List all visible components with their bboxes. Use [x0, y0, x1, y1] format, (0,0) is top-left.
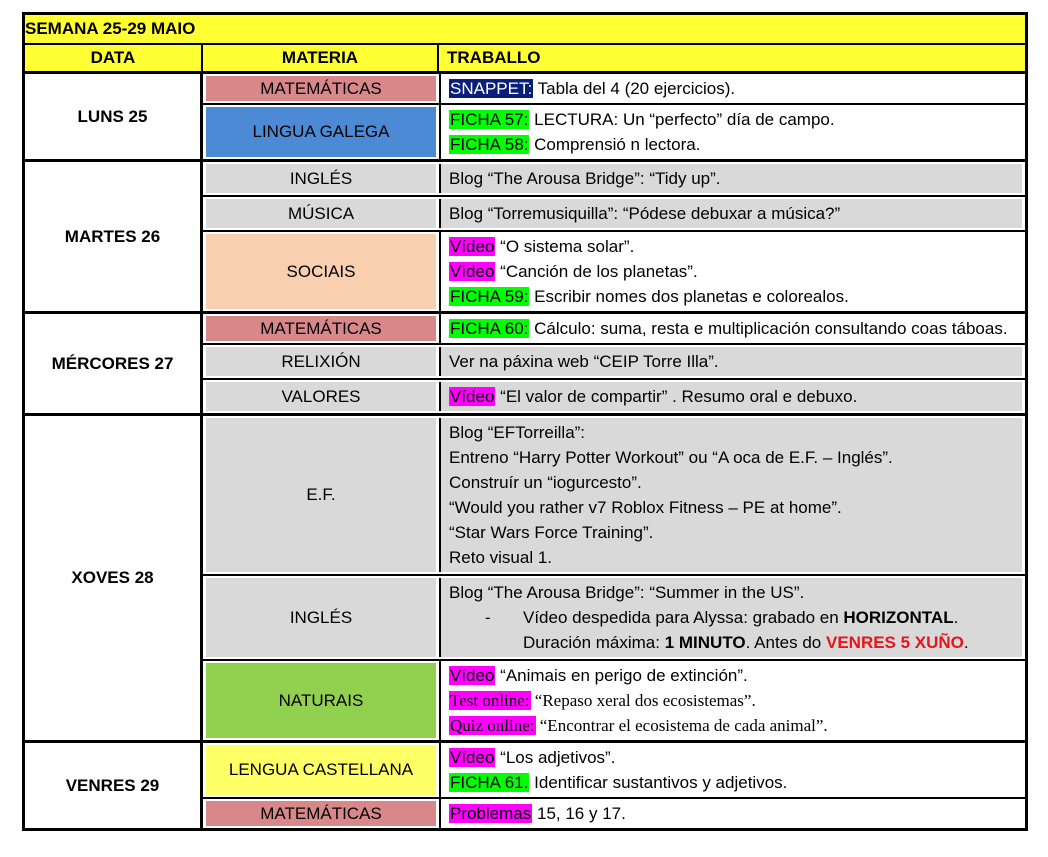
table-row	[203, 380, 1025, 413]
subject-cell: INGLÉS	[206, 578, 436, 657]
day-friday	[25, 743, 1025, 828]
subject-cell: NATURAIS	[206, 663, 436, 738]
work-text: Blog “The Arousa Bridge”: “Summer in the US”.	[449, 583, 805, 602]
video-tag[interactable]: Vídeo	[450, 748, 495, 767]
work-text: .	[953, 608, 959, 627]
work-text: Blog “EFTorreilla”:	[449, 423, 586, 442]
work-text: “Repaso xeral dos ecosistemas”.	[530, 691, 756, 710]
subject-cell: MÚSICA	[206, 199, 436, 228]
work-cell	[439, 418, 1022, 572]
test-tag[interactable]: Test online:	[450, 691, 530, 710]
work-text: Blog “Torremusiquilla”: “Pódese debuxar a música?”	[449, 204, 841, 223]
subject-cell: SOCIAIS	[206, 234, 436, 309]
weekly-schedule-table	[22, 12, 1028, 831]
video-tag[interactable]: Vídeo	[450, 666, 495, 685]
table-row	[203, 74, 1025, 105]
table-row	[203, 743, 1025, 799]
day-label: MARTES 26	[25, 162, 203, 311]
subject-cell: MATEMÁTICAS	[206, 801, 436, 826]
table-row	[203, 576, 1025, 661]
work-cell	[439, 74, 1025, 103]
work-text: “Los adjetivos”.	[495, 748, 616, 767]
day-wednesday	[25, 314, 1025, 416]
day-label: XOVES 28	[25, 416, 203, 740]
day-label: MÉRCORES 27	[25, 314, 203, 413]
table-row	[203, 799, 1025, 828]
work-text: “Would you rather v7 Roblox Fitness – PE at home”.	[449, 498, 842, 517]
table-row	[203, 416, 1025, 576]
video-tag[interactable]: Vídeo	[450, 237, 495, 256]
work-text: Vídeo despedida para Alyssa: grabado en	[523, 608, 844, 627]
work-text: Reto visual 1.	[449, 548, 552, 567]
work-cell	[439, 347, 1022, 376]
table-row	[203, 345, 1025, 380]
deadline-text: VENRES 5 XUÑO	[825, 633, 964, 652]
work-text: “O sistema solar”.	[495, 237, 635, 256]
work-text-bold: HORIZONTAL	[843, 608, 954, 627]
work-text: Construír un “iogurcesto”.	[449, 473, 642, 492]
subject-cell: INGLÉS	[206, 164, 436, 193]
work-text: “Animais en perigo de extinción”.	[495, 666, 748, 685]
quiz-tag[interactable]: Quiz online:	[450, 716, 535, 735]
list-dash: -	[485, 608, 491, 627]
resource-tag[interactable]: FICHA 61.	[450, 773, 529, 792]
work-cell	[439, 314, 1025, 343]
subject-cell: LINGUA GALEGA	[206, 107, 436, 157]
work-text: Blog “The Arousa Bridge”: “Tidy up”.	[449, 169, 721, 188]
video-tag[interactable]: Vídeo	[450, 262, 495, 281]
work-text: . Antes do	[745, 633, 826, 652]
table-row	[203, 314, 1025, 345]
work-text: .	[963, 633, 969, 652]
video-tag[interactable]: Vídeo	[450, 387, 495, 406]
work-cell	[439, 232, 1025, 311]
column-headers	[25, 45, 1025, 74]
day-label: VENRES 29	[25, 743, 203, 828]
work-text: Comprensió n lectora.	[529, 135, 701, 154]
subject-cell: VALORES	[206, 382, 436, 411]
subject-cell: LENGUA CASTELLANA	[206, 745, 436, 795]
resource-tag[interactable]: FICHA 58:	[450, 135, 529, 154]
subject-cell: MATEMÁTICAS	[206, 316, 436, 341]
day-tuesday	[25, 162, 1025, 314]
work-text: Ver na páxina web “CEIP Torre Illa”.	[449, 352, 719, 371]
day-monday	[25, 74, 1025, 162]
problems-tag[interactable]: Problemas	[450, 804, 532, 823]
work-text: LECTURA: Un “perfecto” día de campo.	[529, 110, 835, 129]
resource-tag[interactable]: FICHA 57:	[450, 110, 529, 129]
work-text: Duración máxima:	[523, 633, 665, 652]
header-subject: MATERIA	[203, 45, 439, 71]
day-label: LUNS 25	[25, 74, 203, 159]
header-date: DATA	[25, 45, 203, 71]
work-cell	[439, 105, 1025, 159]
work-text: “Encontrar el ecosistema de cada animal”.	[535, 716, 828, 735]
header-work: TRABALLO	[447, 48, 541, 67]
work-cell	[439, 799, 1025, 828]
day-thursday	[25, 416, 1025, 743]
work-text: Entreno “Harry Potter Workout” ou “A oca de E.F. – Inglés”.	[449, 448, 893, 467]
resource-tag[interactable]: SNAPPET:	[450, 79, 533, 98]
resource-tag[interactable]: FICHA 59:	[450, 287, 529, 306]
work-cell	[439, 164, 1022, 193]
table-row	[203, 232, 1025, 311]
work-text: “El valor de compartir” . Resumo oral e debuxo.	[495, 387, 858, 406]
resource-tag[interactable]: FICHA 60:	[450, 319, 529, 338]
work-cell	[439, 382, 1022, 411]
week-title: SEMANA 25-29 MAIO	[25, 15, 1025, 45]
work-text: “Canción de los planetas”.	[495, 262, 698, 281]
work-text: 15, 16 y 17.	[532, 804, 626, 823]
table-row	[203, 105, 1025, 159]
work-cell	[439, 661, 1025, 740]
subject-cell: MATEMÁTICAS	[206, 76, 436, 101]
work-cell	[439, 199, 1022, 228]
work-text-bold: 1 MINUTO	[664, 633, 746, 652]
table-row	[203, 661, 1025, 740]
table-row	[203, 197, 1025, 232]
table-row	[203, 162, 1025, 197]
work-cell	[439, 578, 1022, 657]
work-cell	[439, 743, 1025, 797]
subject-cell: E.F.	[206, 418, 436, 572]
work-text: “Star Wars Force Training”.	[449, 523, 654, 542]
work-text: Tabla del 4 (20 ejercicios).	[533, 79, 736, 98]
work-text: Cálculo: suma, resta e multiplicación consultando coas táboas.	[529, 319, 1008, 338]
work-text: Identificar sustantivos y adjetivos.	[529, 773, 788, 792]
work-text: Escribir nomes dos planetas e colorealos.	[529, 287, 849, 306]
subject-cell: RELIXIÓN	[206, 347, 436, 376]
